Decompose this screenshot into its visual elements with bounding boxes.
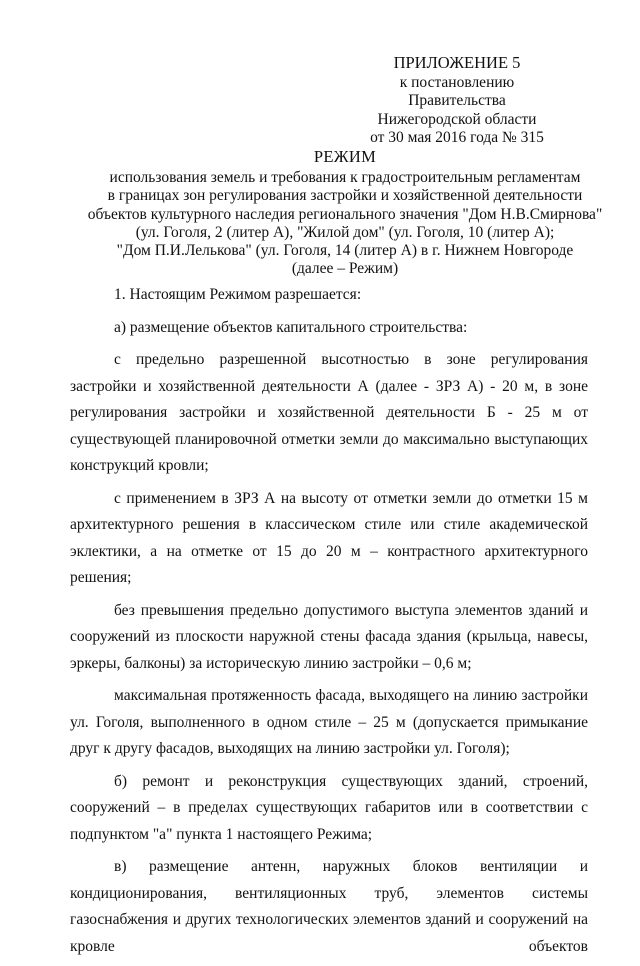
appendix-title: ПРИЛОЖЕНИЕ 5 (393, 53, 521, 72)
paragraph: б) ремонт и реконструкция существующих зданий, строений, сооружений – в пределах существующих габаритов или в соответствии с подпунктом "а" пункта 1 настоящего Режима; (70, 772, 588, 843)
document-heading (80, 148, 610, 278)
paragraph: в) размещение антенн, наружных блоков вентиляции и кондиционирования, вентиляционных труб, элементов системы газоснабжения и других технологических элементов зданий и сооружений на кровле объектов (70, 858, 588, 955)
appendix-line: Нижегородской области (377, 110, 537, 128)
heading-line: "Дом П.И.Лелькова" (ул. Гоголя, 14 (литер А) в г. Нижнем Новгороде (116, 242, 574, 260)
paragraph: максимальная протяженность фасада, выходящего на линию застройки ул. Гоголя, выполненного в одном стиле – 25 м (допускается примыкание друг к другу фасадов, выходящих на линию застройки ул. Гоголя); (70, 687, 588, 757)
heading-line: использования земель и требования к градостроительным регламентам (109, 169, 581, 187)
appendix-block (352, 54, 562, 148)
document-title: РЕЖИМ (313, 147, 377, 166)
heading-line: (далее – Режим) (291, 260, 399, 278)
paragraph: 1. Настоящим Режимом разрешается: (114, 286, 362, 303)
appendix-line: к постановлению Правительства (399, 73, 515, 109)
paragraph: а) размещение объектов капитального строительства: (114, 318, 468, 336)
heading-line: в границах зон регулирования застройки и хозяйственной деятельности (107, 187, 583, 205)
appendix-line: от 30 мая 2016 года № 315 (370, 129, 544, 146)
heading-line: объектов культурного наследия регионального значения "Дом Н.В.Смирнова" (87, 205, 603, 223)
paragraph: с применением в ЗРЗ А на высоту от отметки земли до отметки 15 м архитектурного решения в классическом стиле или стиле академической эклектики, а на отметке от 15 до 20 м – контрастного архитектурного решения; (70, 489, 588, 586)
heading-line: (ул. Гоголя, 2 (литер А), "Жилой дом" (ул. Гоголя, 10 (литер А); (135, 223, 555, 241)
paragraph: без превышения предельно допустимого выступа элементов зданий и сооружений из плоскости наружной стены фасада здания (крыльца, навесы, эркеры, балконы) за историческую линию застройки – 0,6 м; (70, 601, 588, 672)
document-body (70, 282, 588, 966)
paragraph: с предельно разрешенной высотностью в зоне регулирования застройки и хозяйственной деятельности А (далее - ЗРЗ А) - 20 м, в зоне регулирования застройки и хозяйственной деятельности Б - 25 м от существующей планировочной отметки земли до максимально выступающих конструкций кровли; (70, 351, 588, 474)
